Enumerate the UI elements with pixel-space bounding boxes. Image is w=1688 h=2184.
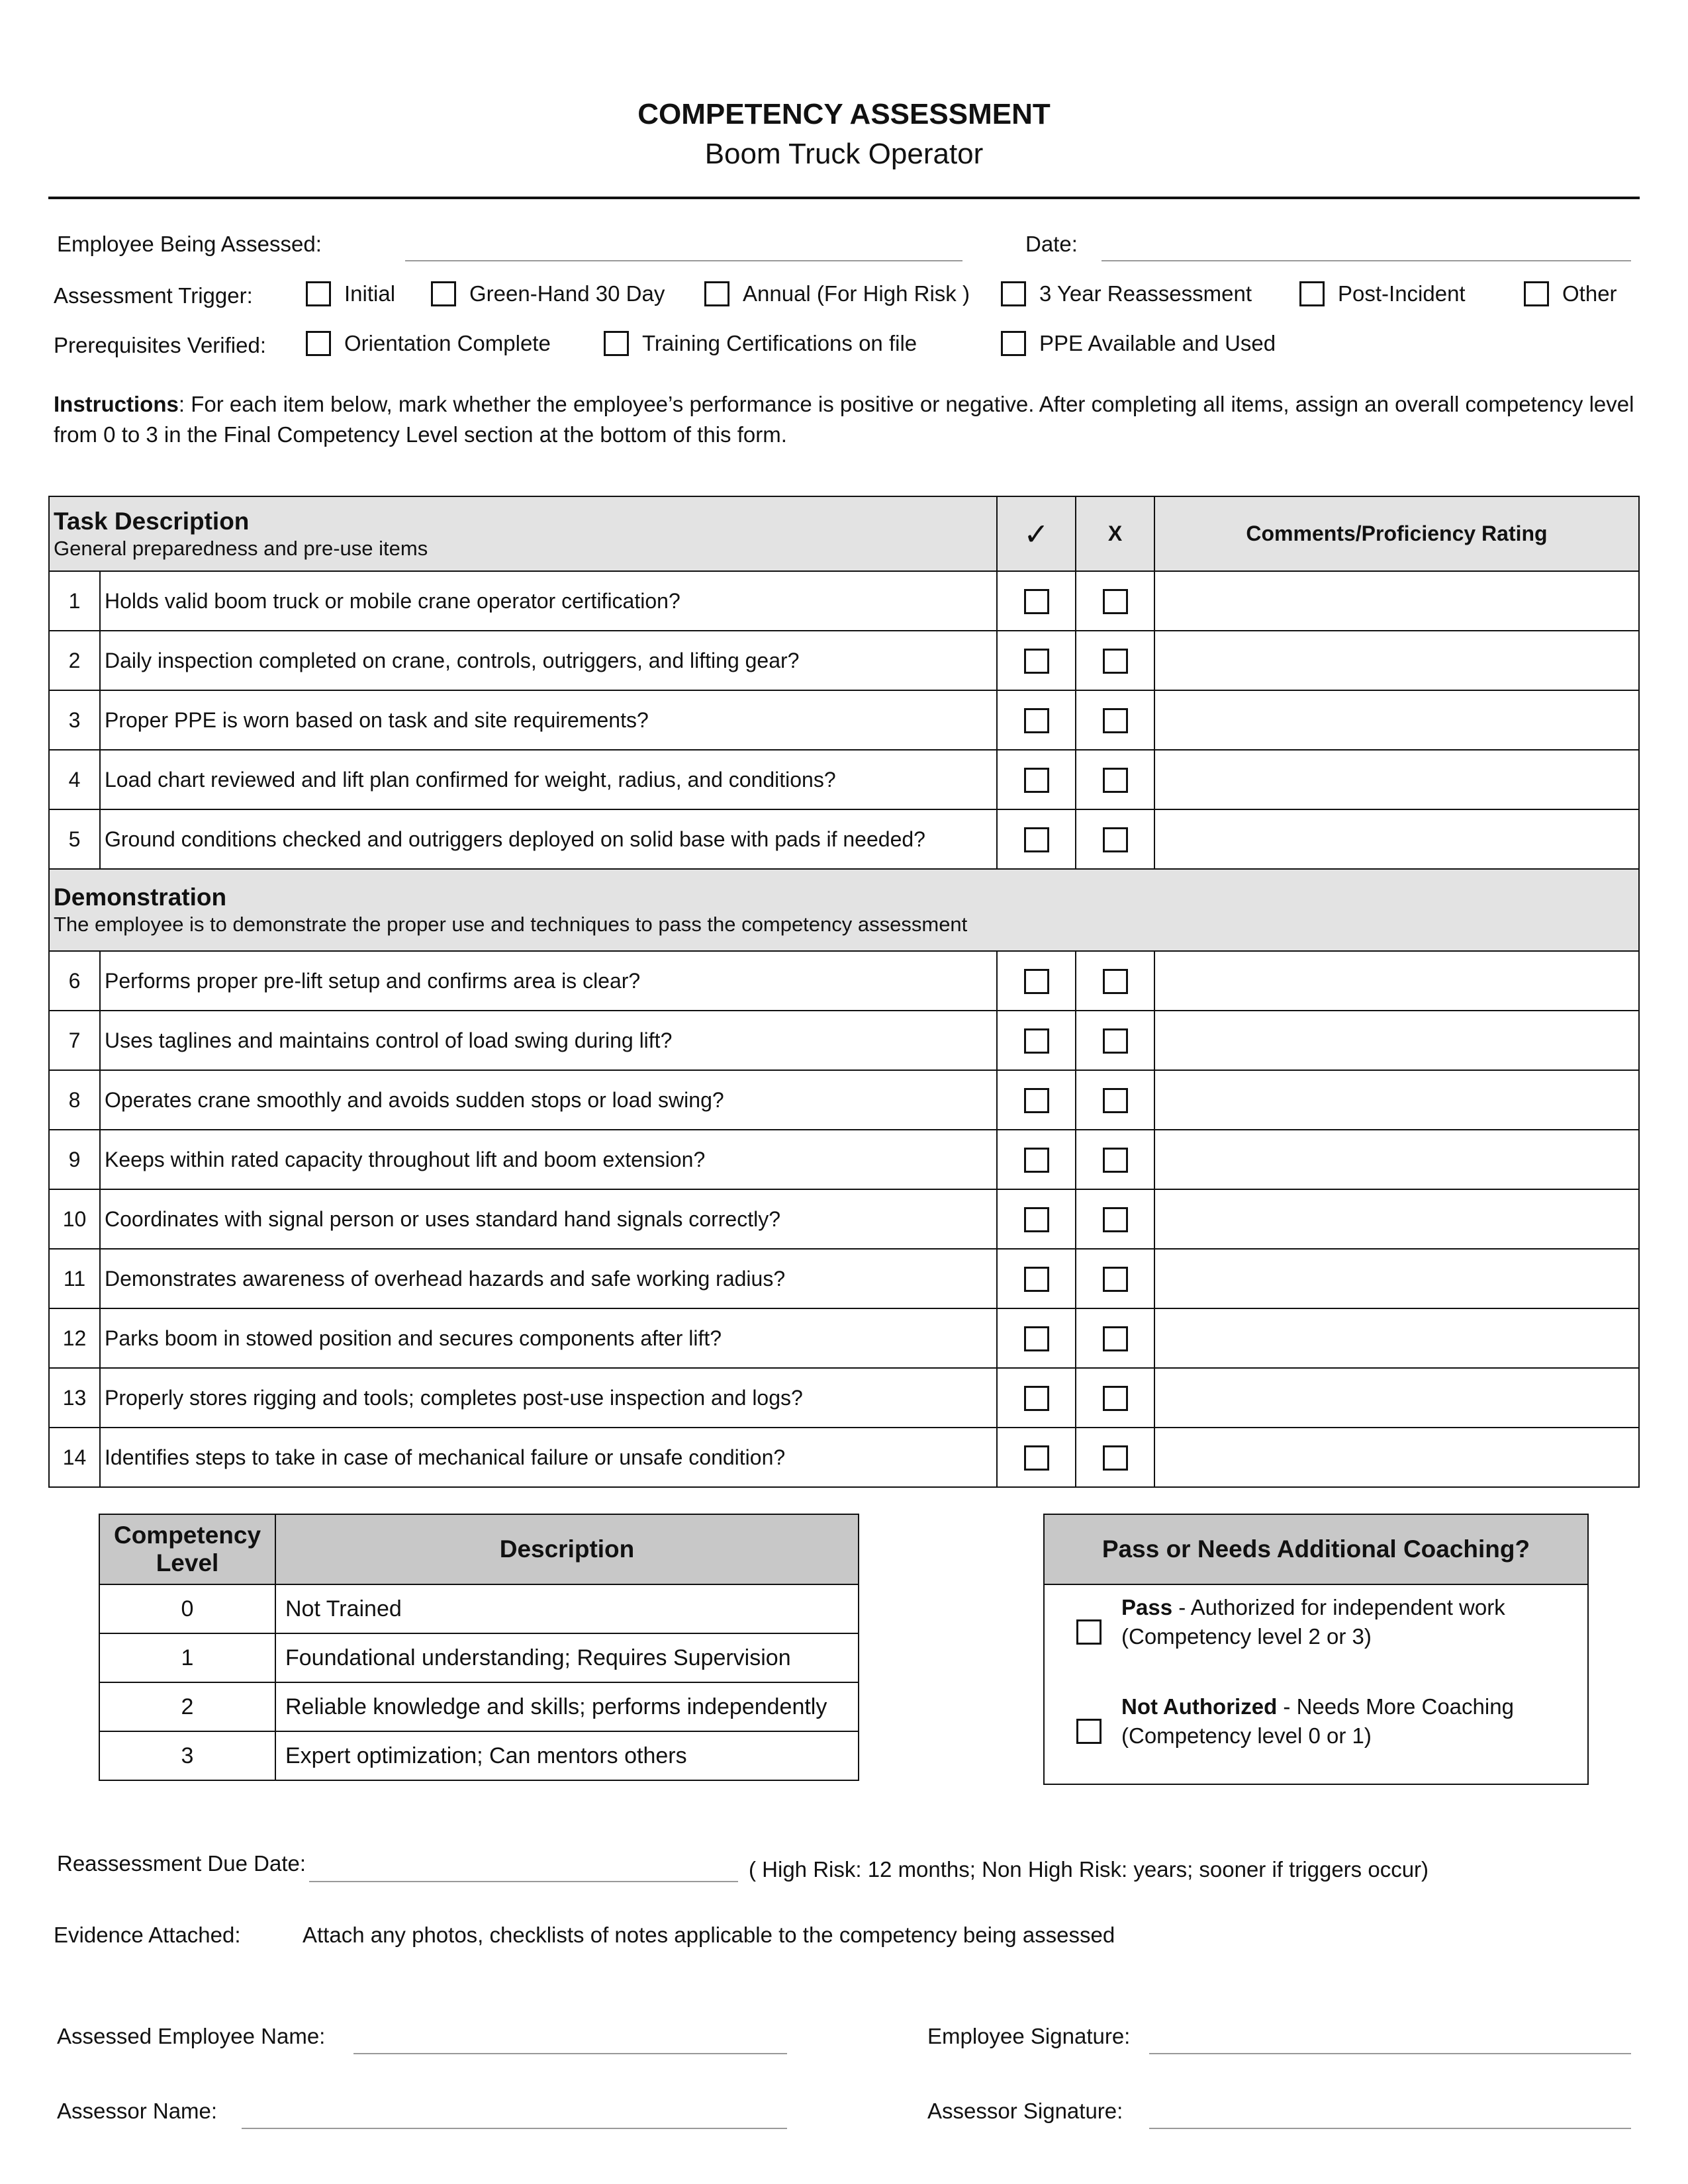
trigger-label: Assessment Trigger: (54, 283, 253, 308)
fail-cell (1076, 1428, 1154, 1487)
task-text: Parks boom in stowed position and secures components after lift? (100, 1308, 997, 1368)
trigger-other-checkbox[interactable] (1524, 281, 1549, 306)
competency-description: Foundational understanding; Requires Supervision (275, 1633, 859, 1682)
section2-title: Demonstration (54, 884, 227, 911)
pass-checkbox[interactable] (1024, 589, 1049, 614)
task-number: 6 (49, 951, 100, 1011)
competency-level: 2 (99, 1682, 275, 1731)
not-authorized-checkbox[interactable] (1076, 1719, 1102, 1744)
comments-cell[interactable] (1154, 1308, 1639, 1368)
assessor-signature-field[interactable] (1149, 2128, 1631, 2129)
competency-description: Expert optimization; Can mentors others (275, 1731, 859, 1780)
task-row (49, 1368, 1639, 1428)
task-row (49, 951, 1639, 1011)
pass-cell (997, 1308, 1076, 1368)
not-authorized-sub: (Competency level 0 or 1) (1121, 1723, 1372, 1748)
col-comments-header: Comments/Proficiency Rating (1154, 496, 1639, 571)
evidence-label: Evidence Attached: (54, 1923, 241, 1947)
instructions-label: Instructions (54, 392, 179, 416)
competency-header-row (99, 1514, 859, 1584)
pass-box (1043, 1514, 1589, 1785)
fail-checkbox[interactable] (1103, 1326, 1128, 1351)
pass-checkbox[interactable] (1024, 1445, 1049, 1471)
fail-cell (1076, 750, 1154, 809)
pass-checkbox[interactable] (1024, 1386, 1049, 1411)
page-subtitle: Boom Truck Operator (704, 138, 984, 170)
fail-checkbox[interactable] (1103, 649, 1128, 674)
competency-row (99, 1633, 859, 1682)
fail-checkbox[interactable] (1103, 1207, 1128, 1232)
comments-cell[interactable] (1154, 1070, 1639, 1130)
fail-checkbox[interactable] (1103, 1445, 1128, 1471)
comments-cell[interactable] (1154, 1011, 1639, 1070)
task-number: 11 (49, 1249, 100, 1308)
task-text: Proper PPE is worn based on task and site requirements? (100, 690, 997, 750)
pass-cell (997, 631, 1076, 690)
task-number: 1 (49, 571, 100, 631)
pass-checkbox[interactable] (1024, 768, 1049, 793)
task-number: 4 (49, 750, 100, 809)
pass-cell (997, 1189, 1076, 1249)
section2-subtitle: The employee is to demonstrate the proper use and techniques to pass the competency assessment (54, 913, 968, 936)
task-row (49, 809, 1639, 869)
fail-cell (1076, 1070, 1154, 1130)
task-text: Keeps within rated capacity throughout lift and boom extension? (100, 1130, 997, 1189)
trigger-3year-checkbox[interactable] (1001, 281, 1026, 306)
task-number: 3 (49, 690, 100, 750)
fail-cell (1076, 1368, 1154, 1428)
comments-cell[interactable] (1154, 690, 1639, 750)
date-label: Date: (1025, 232, 1078, 256)
pass-checkbox[interactable] (1024, 1028, 1049, 1054)
employee-signature-label: Employee Signature: (927, 2024, 1131, 2048)
trigger-other[interactable]: Other (1524, 281, 1617, 306)
assessor-name-field[interactable] (242, 2128, 787, 2129)
fail-checkbox[interactable] (1103, 1267, 1128, 1292)
pass-sub: (Competency level 2 or 3) (1121, 1624, 1372, 1649)
fail-cell (1076, 1249, 1154, 1308)
employee-name-label: Assessed Employee Name: (57, 2024, 326, 2048)
task-number: 13 (49, 1368, 100, 1428)
task-table-header (49, 496, 1639, 571)
fail-cell (1076, 1189, 1154, 1249)
competency-rows (99, 1584, 859, 1780)
task-text: Load chart reviewed and lift plan confirmed for weight, radius, and conditions? (100, 750, 997, 809)
fail-cell (1076, 631, 1154, 690)
prereq-certifications[interactable]: Training Certifications on file (604, 331, 917, 356)
pass-option[interactable] (1076, 1593, 1505, 1651)
section1-header (49, 496, 997, 571)
reassess-label: Reassessment Due Date: (57, 1851, 306, 1876)
comments-cell[interactable] (1154, 1130, 1639, 1189)
task-text: Coordinates with signal person or uses standard hand signals correctly? (100, 1189, 997, 1249)
competency-table (99, 1514, 859, 1781)
fail-cell (1076, 571, 1154, 631)
pass-cell (997, 1070, 1076, 1130)
employee-signature-field[interactable] (1149, 2053, 1631, 2054)
pass-checkbox[interactable] (1024, 1267, 1049, 1292)
task-row (49, 1308, 1639, 1368)
task-row (49, 1428, 1639, 1487)
not-authorized-label: Not Authorized (1121, 1694, 1278, 1719)
instructions (54, 389, 1636, 450)
pass-checkbox[interactable] (1076, 1619, 1102, 1645)
task-text: Daily inspection completed on crane, controls, outriggers, and lifting gear? (100, 631, 997, 690)
task-row (49, 1249, 1639, 1308)
pass-cell (997, 750, 1076, 809)
prereq-ppe-checkbox[interactable] (1001, 331, 1026, 356)
task-row (49, 1189, 1639, 1249)
fail-checkbox[interactable] (1103, 827, 1128, 852)
comments-cell[interactable] (1154, 1368, 1639, 1428)
pass-checkbox[interactable] (1024, 1326, 1049, 1351)
task-number: 7 (49, 1011, 100, 1070)
pass-cell (997, 1011, 1076, 1070)
pass-checkbox[interactable] (1024, 708, 1049, 733)
trigger-annual-checkbox[interactable] (704, 281, 729, 306)
pass-checkbox[interactable] (1024, 827, 1049, 852)
assessor-signature-label: Assessor Signature: (927, 2099, 1123, 2123)
fail-checkbox[interactable] (1103, 1148, 1128, 1173)
task-row (49, 1130, 1639, 1189)
comments-cell[interactable] (1154, 1428, 1639, 1487)
col-level-header: Competency Level (99, 1514, 275, 1584)
trigger-greenhand-checkbox[interactable] (431, 281, 456, 306)
task-text: Operates crane smoothly and avoids sudden stops or load swing? (100, 1070, 997, 1130)
task-row (49, 631, 1639, 690)
pass-checkbox[interactable] (1024, 1207, 1049, 1232)
task-text: Properly stores rigging and tools; completes post-use inspection and logs? (100, 1368, 997, 1428)
trigger-3year[interactable]: 3 Year Reassessment (1001, 281, 1252, 306)
evidence-text: Attach any photos, checklists of notes applicable to the competency being assessed (303, 1923, 1115, 1947)
comments-cell[interactable] (1154, 809, 1639, 869)
pass-text: - Authorized for independent work (1172, 1595, 1505, 1619)
pass-cell (997, 1368, 1076, 1428)
section2-rows (49, 951, 1639, 1487)
page-title: COMPETENCY ASSESSMENT (637, 98, 1051, 130)
task-number: 9 (49, 1130, 100, 1189)
task-text: Identifies steps to take in case of mechanical failure or unsafe condition? (100, 1428, 997, 1487)
task-text: Holds valid boom truck or mobile crane operator certification? (100, 571, 997, 631)
trigger-initial-checkbox[interactable] (306, 281, 331, 306)
competency-description: Not Trained (275, 1584, 859, 1633)
trigger-initial[interactable]: Initial (306, 281, 395, 306)
fail-checkbox[interactable] (1103, 1028, 1128, 1054)
date-field[interactable] (1102, 260, 1631, 261)
task-row (49, 750, 1639, 809)
task-text: Ground conditions checked and outriggers deployed on solid base with pads if needed? (100, 809, 997, 869)
comments-cell[interactable] (1154, 571, 1639, 631)
competency-level: 3 (99, 1731, 275, 1780)
pass-cell (997, 690, 1076, 750)
competency-row (99, 1731, 859, 1780)
pass-cell (997, 809, 1076, 869)
pass-header: Pass or Needs Additional Coaching? (1045, 1515, 1587, 1585)
comments-cell[interactable] (1154, 951, 1639, 1011)
reassess-date-field[interactable] (309, 1881, 738, 1882)
section2-header (49, 869, 1639, 951)
task-number: 5 (49, 809, 100, 869)
assessor-name-label: Assessor Name: (57, 2099, 218, 2123)
task-number: 12 (49, 1308, 100, 1368)
header-rule (48, 197, 1640, 199)
task-row (49, 690, 1639, 750)
comments-cell[interactable] (1154, 750, 1639, 809)
trigger-post-incident-checkbox[interactable] (1299, 281, 1325, 306)
col-check-header: ✓ (997, 496, 1076, 571)
task-text: Performs proper pre-lift setup and confirms area is clear? (100, 951, 997, 1011)
pass-cell (997, 951, 1076, 1011)
comments-cell[interactable] (1154, 1249, 1639, 1308)
col-x-header: X (1076, 496, 1154, 571)
task-row (49, 1070, 1639, 1130)
competency-level: 0 (99, 1584, 275, 1633)
prereq-certifications-checkbox[interactable] (604, 331, 629, 356)
fail-cell (1076, 951, 1154, 1011)
section1-rows (49, 571, 1639, 869)
fail-cell (1076, 1308, 1154, 1368)
prereq-orientation[interactable]: Orientation Complete (306, 331, 551, 356)
prereq-orientation-checkbox[interactable] (306, 331, 331, 356)
pass-checkbox[interactable] (1024, 1088, 1049, 1113)
competency-row (99, 1584, 859, 1633)
pass-label: Pass (1121, 1595, 1173, 1619)
task-row (49, 1011, 1639, 1070)
competency-description: Reliable knowledge and skills; performs independently (275, 1682, 859, 1731)
comments-cell[interactable] (1154, 1189, 1639, 1249)
instructions-text: : For each item below, mark whether the employee’s performance is positive or negative. After completing all items, assign an overall competency level from 0 to 3 in the Final Competency Level section at the bottom of this form. (54, 392, 1634, 447)
task-row (49, 571, 1639, 631)
trigger-post-incident[interactable]: Post-Incident (1299, 281, 1466, 306)
section2-header-row (49, 869, 1639, 951)
section1-subtitle: General preparedness and pre-use items (54, 536, 428, 560)
pass-cell (997, 571, 1076, 631)
fail-checkbox[interactable] (1103, 768, 1128, 793)
employee-field[interactable] (405, 260, 962, 261)
fail-checkbox[interactable] (1103, 969, 1128, 994)
fail-cell (1076, 1130, 1154, 1189)
col-task-header: Task Description (54, 507, 250, 535)
fail-checkbox[interactable] (1103, 1386, 1128, 1411)
task-number: 14 (49, 1428, 100, 1487)
pass-cell (997, 1130, 1076, 1189)
prereq-ppe[interactable]: PPE Available and Used (1001, 331, 1276, 356)
task-number: 8 (49, 1070, 100, 1130)
pass-checkbox[interactable] (1024, 649, 1049, 674)
fail-cell (1076, 1011, 1154, 1070)
pass-checkbox[interactable] (1024, 969, 1049, 994)
competency-level: 1 (99, 1633, 275, 1682)
pass-cell (997, 1428, 1076, 1487)
fail-cell (1076, 809, 1154, 869)
fail-checkbox[interactable] (1103, 589, 1128, 614)
pass-cell (997, 1249, 1076, 1308)
employee-label: Employee Being Assessed: (57, 232, 322, 256)
col-desc-header: Description (275, 1514, 859, 1584)
task-number: 10 (49, 1189, 100, 1249)
fail-cell (1076, 690, 1154, 750)
comments-cell[interactable] (1154, 631, 1639, 690)
fail-checkbox[interactable] (1103, 1088, 1128, 1113)
not-authorized-text: - Needs More Coaching (1277, 1694, 1514, 1719)
task-number: 2 (49, 631, 100, 690)
task-table (48, 496, 1640, 1488)
not-authorized-option[interactable] (1076, 1692, 1514, 1751)
trigger-greenhand[interactable]: Green-Hand 30 Day (431, 281, 665, 306)
prereq-label: Prerequisites Verified: (54, 333, 266, 357)
task-text: Uses taglines and maintains control of load swing during lift? (100, 1011, 997, 1070)
reassess-note: ( High Risk: 12 months; Non High Risk: years; sooner if triggers occur) (749, 1857, 1429, 1882)
pass-checkbox[interactable] (1024, 1148, 1049, 1173)
employee-name-field[interactable] (353, 2053, 787, 2054)
task-text: Demonstrates awareness of overhead hazards and safe working radius? (100, 1249, 997, 1308)
competency-row (99, 1682, 859, 1731)
trigger-annual[interactable]: Annual (For High Risk ) (704, 281, 970, 306)
fail-checkbox[interactable] (1103, 708, 1128, 733)
